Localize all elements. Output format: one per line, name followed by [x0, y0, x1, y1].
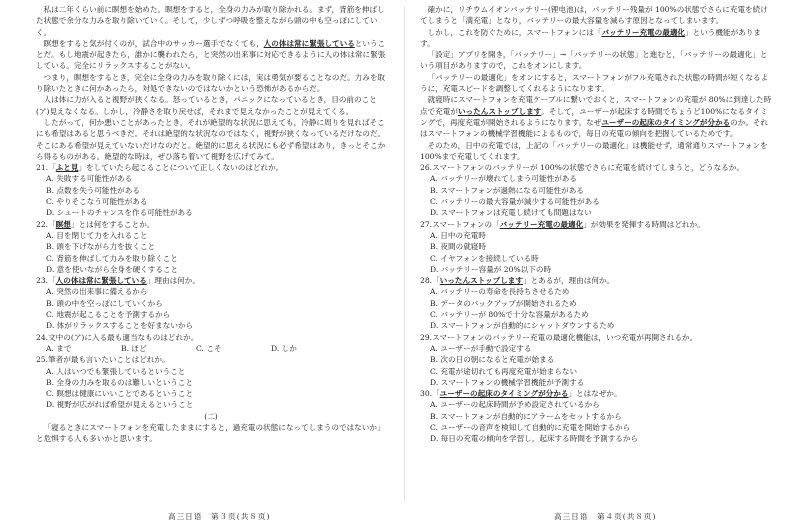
- passage-paragraph: 瞑想をすると気が付くのが，試合中のサッカー選手でなくても，人の体は常に緊張しているということだ。もし地震が起きたら，誰かに襲われたら，と突然の出来事に対応できるように人の体は常に緊張している。完全にリラックスすることがない。: [36, 38, 386, 71]
- option-a: A. バッテリーが壊れてしまう可能性がある: [430, 174, 577, 184]
- section-intro: 「寝るときにスマートフォンを充電したままにすると，過充電の状態になってしまうのではないか」と危惧する人も多いかと思います。: [36, 422, 385, 444]
- passage-paragraph: 確かに，リチウムイオンバッテリー(锂电池)は，バッテリー残量が 100%の状態でさらに充電を続けてしまうと「満充電」となり，バッテリーの最大容量を減らす原因となってしまいます。: [420, 5, 768, 26]
- passage-paragraph: しかし，これを防ぐために，スマートフォンには「バッテリー充電の最適化」という機能があります。: [420, 27, 761, 48]
- passage-paragraph: 就寝時にスマートフォンを充電ケーブルに繋いでおくと，スマートフォンの充電が 80%に到達した時点で充電がいったんストップします。そして，ユーザーが起床する時間でちょうど100%になるタイミングで，再度充電が開始されるようになります。なぜユーザーの起床のタイミングが分かるのか。それはスマートフォンの機械学習機能によるもので，毎日の充電の傾向を把握しているためです。: [420, 95, 772, 139]
- option-a: A. まで: [46, 343, 72, 353]
- passage-paragraph: 「バッテリーの最適化」をオンにすると，スマートフォンがフル充電された状態の時間が短くなるように，充電スピードを調整してくれるようになります。: [420, 72, 769, 94]
- underlined-phrase: バッテリー充電の最適化: [601, 27, 686, 37]
- passage-paragraph: そのため，日中の充電では，上記の「バッテリーの最適化」は機能せず，通常通りスマートフォンを 100%まで充電してくれます。: [420, 140, 768, 161]
- option-a: A. 目を閉じて力を入れること: [46, 230, 148, 240]
- option-d: D. 体がリラックスすることを好まないから: [46, 321, 194, 331]
- option-c: C. イヤフォンを接続している時: [430, 253, 539, 263]
- question-21: 21.「ふと見」をしていたら起こることについて正しくないのはどれか。: [36, 163, 284, 173]
- question-28: 28.「いったんストップします」とあるが，理由は何か。: [420, 276, 615, 286]
- option-c: C. ユーザーの音声を検知して自動的に充電を開始するから: [430, 422, 631, 432]
- option-b: B. スマートフォンが過熱になる可能性がある: [430, 185, 584, 195]
- question-target: 人の体は常に緊張している: [55, 276, 147, 286]
- question-23: 23.「人の体は常に緊張している」理由は何か。: [36, 276, 200, 286]
- option-c: C. こそ: [196, 343, 222, 353]
- option-a: A. ユーザーが手動で設定する: [430, 343, 532, 353]
- underlined-phrase: いったんストップします: [457, 106, 542, 116]
- option-d: D. しか: [271, 343, 297, 353]
- question-29: 29.スマートフォンのバッテリー充電の最適化機能は，いつ充電が再開されるか。: [420, 332, 698, 342]
- option-row: [36, 343, 386, 354]
- option-c: C. バッテリーが 80%で十分な容量があるため: [430, 310, 589, 320]
- option-c: C. 瞑想は健康にいいことであるということ: [46, 389, 194, 399]
- option-c: C. 充電が途切れても再度充電が始まらない: [430, 366, 578, 376]
- underlined-phrase: 人の体は常に緊張している: [263, 38, 355, 48]
- option-b: B. 頭の中を空っぽにしていくから: [46, 298, 163, 308]
- option-b: B. 点数を失う可能性がある: [46, 185, 140, 195]
- option-b: B. 次の日の朝になると充電が始まる: [430, 355, 555, 365]
- question-target: ユーザーの起床のタイミングが分かる: [439, 389, 569, 399]
- page-footer-left: 高三日语 第３页(共８页): [168, 512, 271, 521]
- question-target: 瞑想: [55, 219, 71, 229]
- option-d: D. シュートのチャンスを作る可能性がある: [46, 208, 193, 218]
- question-22: 22.「瞑想」とは何をすることか。: [36, 219, 155, 229]
- question-30: 30.「ユーザーの起床のタイミングが分かる」とはなぜか。: [420, 389, 622, 399]
- option-b: B. 夜間の就寝時: [430, 242, 486, 252]
- option-d: D. スマートフォンが自動的にシャットダウンするため: [430, 321, 615, 331]
- question-target: ふと見: [55, 163, 79, 173]
- question-target: バッテリー充電の最適化: [499, 219, 584, 229]
- page-divider: [404, 6, 405, 502]
- option-d: D. スマートフォンの機械学習機能が予測する: [430, 377, 585, 387]
- option-b: B. 全身の力みを取るのは難しいということ: [46, 377, 194, 387]
- left-page: [36, 4, 386, 504]
- question-target: いったんストップします: [439, 276, 523, 286]
- option-b: B. 頭を下げながら力を抜くこと: [46, 242, 156, 252]
- option-b: B. ほど: [121, 343, 147, 353]
- section-title: (二): [204, 411, 218, 421]
- option-b: B. データのバックアップが開始されるため: [430, 298, 577, 308]
- underlined-phrase: ユーザーの起床のタイミングが分かる: [601, 117, 731, 127]
- question-24: 24.文中の(ア)に入る最も適当なものはどれか。: [36, 332, 199, 342]
- passage-paragraph: 「設定」アプリを開き，「バッテリー」→「バッテリーの状態」と進むと，「バッテリーの最適化」という項目がありますので，これをオンにします。: [420, 50, 768, 71]
- question-25: 25.筆者が最も言いたいことはどれか。: [36, 355, 170, 365]
- option-b: B. スマートフォンが自動的にアラームをセットするから: [430, 411, 622, 421]
- option-a: A. 突然の出来事に備えるから: [46, 287, 148, 297]
- option-a: A. バッテリーの寿命を長持ちさせるため: [430, 287, 570, 297]
- question-26: 26.スマートフォンのバッテリーが 100%の状態でさらに充電を続けてしまうと，どうなるか。: [420, 163, 744, 173]
- option-a: A. 失敗する可能性がある: [46, 174, 133, 184]
- passage-paragraph: したがって，何か悪いことがあったとき，それが絶望的な状況に思えても，冷静に周りを見ればそこにも希望はあると思うべきだ。それは絶望的な状況なのではなく，視野が狭くなっているだけなのだ。そこにある希望が見えていないだけなのだと。絶望的に思える状況にも必ず希望はあり，きっとそこから得るものがある。絶望的な時は，ぜひ落ち着いて視野を広げてみて。: [36, 117, 386, 161]
- option-a: A. 人はいつでも緊張しているということ: [46, 366, 186, 376]
- option-c: C. 地震が起こることを予測するから: [46, 310, 171, 320]
- option-a: A. ユーザーの起床時間が予め設定されているから: [430, 400, 600, 410]
- passage-paragraph: 人は体に力が入ると視野が狭くなる。怒っているとき，パニックになっているとき，目の前のこと(ア)見えなくなる。しかし，冷静さを取り戻せば，それまで見えなかったことが見えてくる。: [36, 95, 377, 116]
- option-a: A. 日中の充電時: [430, 230, 486, 240]
- right-page: [420, 4, 775, 504]
- option-c: C. やりそこなう可能性がある: [46, 197, 148, 207]
- passage-paragraph: 私は二年くらい前に瞑想を始めた。瞑想をすると，全身の力みが取り除かれる。まず，背筋を伸ばした状態で余分な力みを取り除いていく。そして，少しずつ呼吸を整えながら頭の中も空っぽにしていく。: [36, 5, 385, 37]
- option-d: D. スマートフォンは充電し続けても問題はない: [430, 208, 592, 218]
- page-footer-right: 高三日语 第４页(共８页): [554, 512, 657, 521]
- passage-paragraph: つまり，瞑想をするとき，完全に全身の力みを取り除くには，実は勇気が要ることなのだ。力みを取り除いたときに何かあったら，対処できないのではないかという恐怖があるからだ。: [36, 72, 386, 94]
- option-d: D. バッテリー容量が 20%以下の時: [430, 264, 552, 274]
- option-d: D. 視野が広がれば希望が見えるということ: [46, 400, 194, 410]
- option-c: C. 背筋を伸ばして力みを取り除くこと: [46, 253, 178, 263]
- question-27: 27.スマートフォンの「バッテリー充電の最適化」が効果を発揮する時間はどれか。: [420, 219, 705, 229]
- option-c: C. バッテリーの最大容量が減少する可能性がある: [430, 197, 600, 207]
- option-d: D. 意を使いながら全身を硬くすること: [46, 264, 179, 274]
- option-d: D. 毎日の充電の傾向を学習し，起床する時間を予測するから: [430, 434, 639, 444]
